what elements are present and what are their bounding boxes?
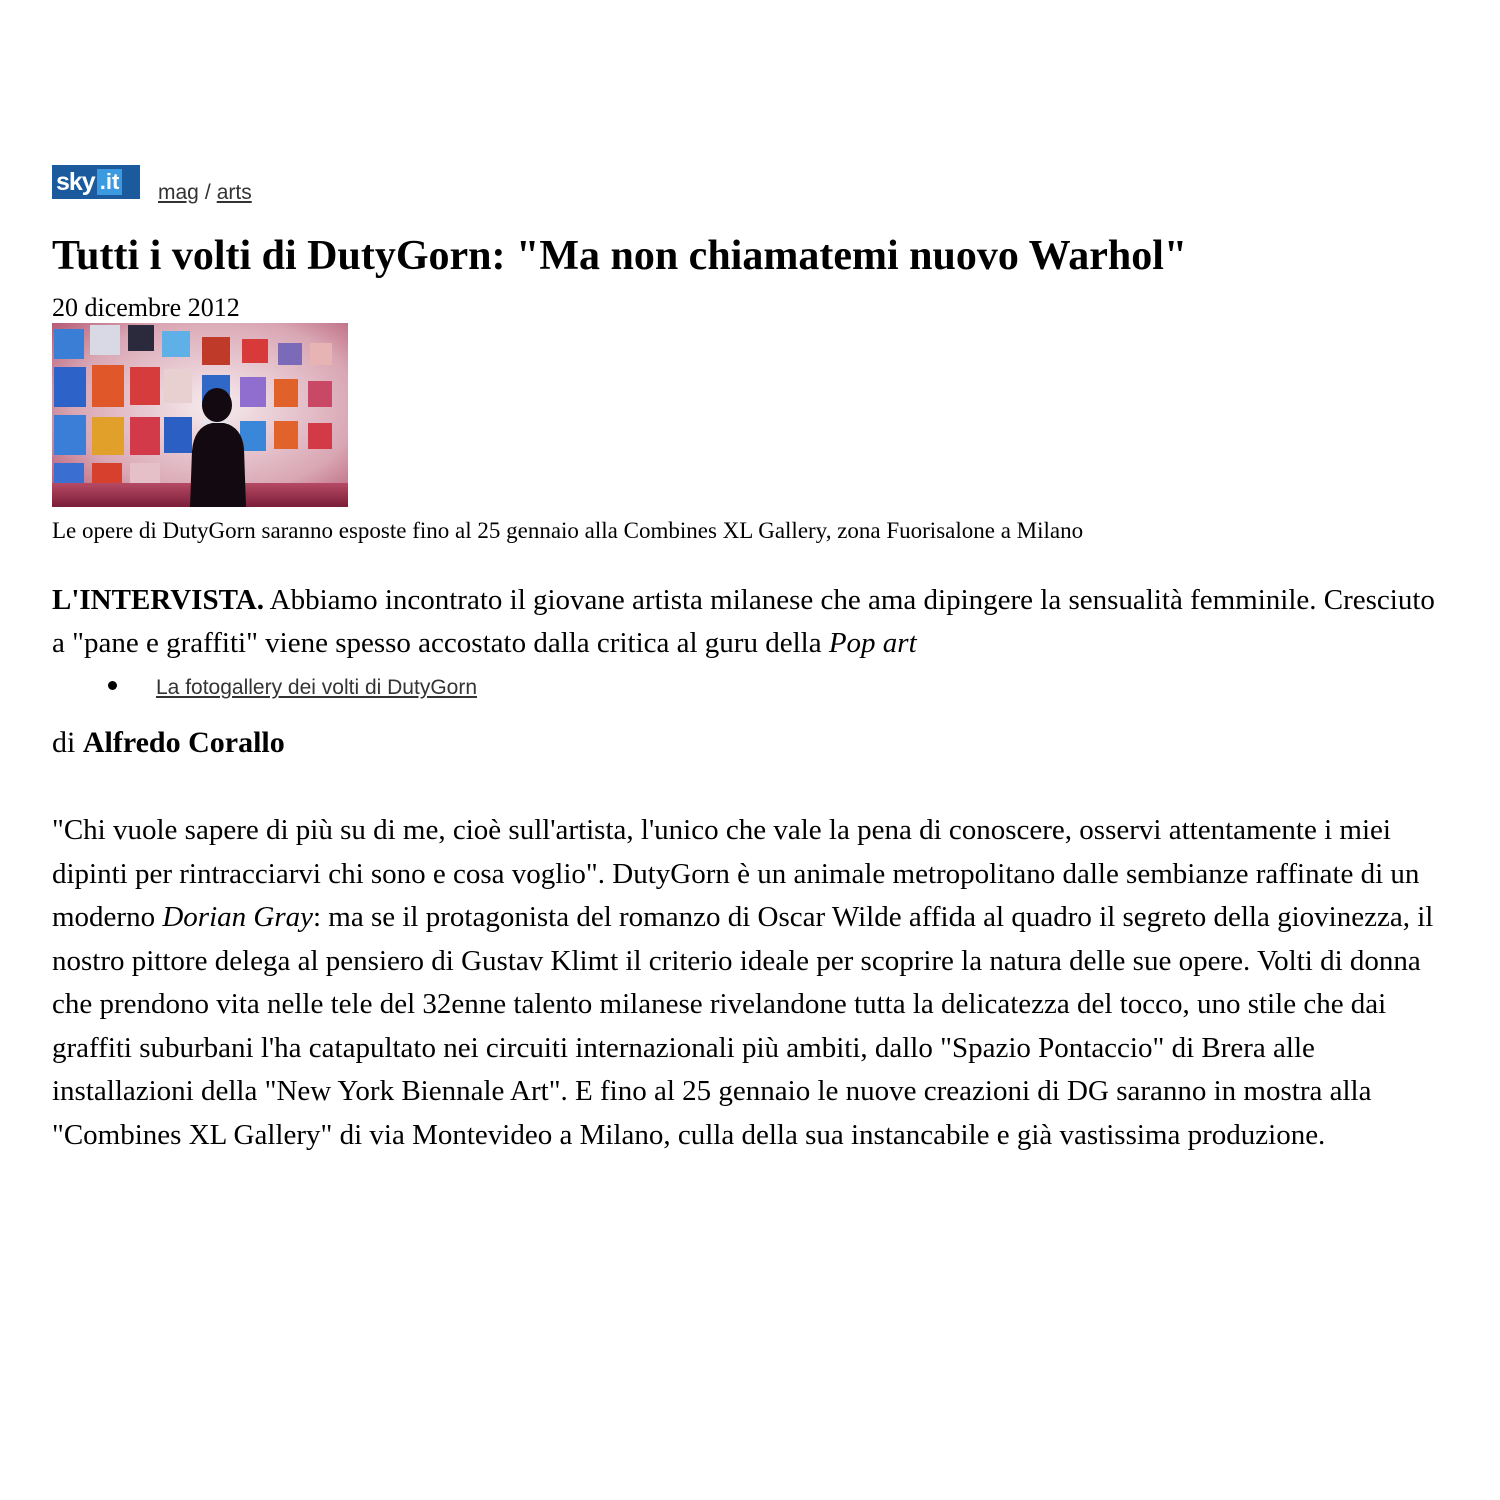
article-page <box>52 165 1452 1157</box>
byline <box>52 725 1452 761</box>
site-header <box>52 165 1452 205</box>
sky-it-logo[interactable] <box>52 165 140 199</box>
breadcrumb-link-mag[interactable]: mag <box>158 181 199 204</box>
list-item <box>52 675 1452 701</box>
article-title: Tutti i volti di DutyGorn: "Ma non chiamatemi nuovo Warhol" <box>52 233 1188 279</box>
fotogallery-link[interactable]: La fotogallery dei volti di DutyGorn <box>156 676 477 699</box>
logo-it-text: .it <box>97 169 123 195</box>
bullet-icon <box>108 681 117 690</box>
body-part-1: "Chi vuole sapere di più su di me, cioè sull'artista, l'unico che vale la pena di conoscere, osservi attentamente i miei dipinti per rintracciarvi chi sono e cosa voglio". DutyGorn è un animale metropolitano dalle sembianze raffinate di un moderno <box>52 814 1420 933</box>
author-name: Alfredo Corallo <box>82 726 285 759</box>
article-lead <box>52 579 1452 665</box>
gallery-photo <box>52 323 348 507</box>
lead-text: Abbiamo incontrato il giovane artista milanese che ama dipingere la sensualità femminile. Cresciuto a "pane e graffiti" viene spesso accostato dalla critica al guru della <box>52 584 1435 659</box>
lead-label: L'INTERVISTA. <box>52 584 264 616</box>
related-links <box>52 675 1452 701</box>
body-part-2: : ma se il protagonista del romanzo di Oscar Wilde affida al quadro il segreto della giovinezza, il nostro pittore delega al pensiero di Gustav Klimt il criterio ideale per scoprire la natura delle sue opere. Volti di donna che prendono vita nelle tele del 32enne talento milanese rivelandone tutta la delicatezza del tocco, uno stile che dai graffiti suburbani l'ha catapultato nei circuiti internazionali più ambiti, dallo "Spazio Pontaccio" di Brera alle installazioni della "New York Biennale Art". E fino al 25 gennaio le nuove creazioni di DG saranno in mostra alla "Combines XL Gallery" di via Montevideo a Milano, culla della sua instancabile e già vastissima produzione. <box>52 901 1434 1151</box>
breadcrumb-link-arts[interactable]: arts <box>216 181 252 204</box>
article-date: 20 dicembre 2012 <box>52 293 240 322</box>
breadcrumb <box>158 181 252 205</box>
photo-caption: Le opere di DutyGorn saranno esposte fino al 25 gennaio alla Combines XL Gallery, zona Fuorisalone a Milano <box>52 518 1084 543</box>
logo-sky-text: sky <box>56 167 95 196</box>
body-italic: Dorian Gray <box>162 901 313 933</box>
lead-italic: Pop art <box>828 627 917 659</box>
article-body <box>52 809 1452 1157</box>
breadcrumb-separator: / <box>204 181 211 204</box>
byline-prefix: di <box>52 726 83 759</box>
